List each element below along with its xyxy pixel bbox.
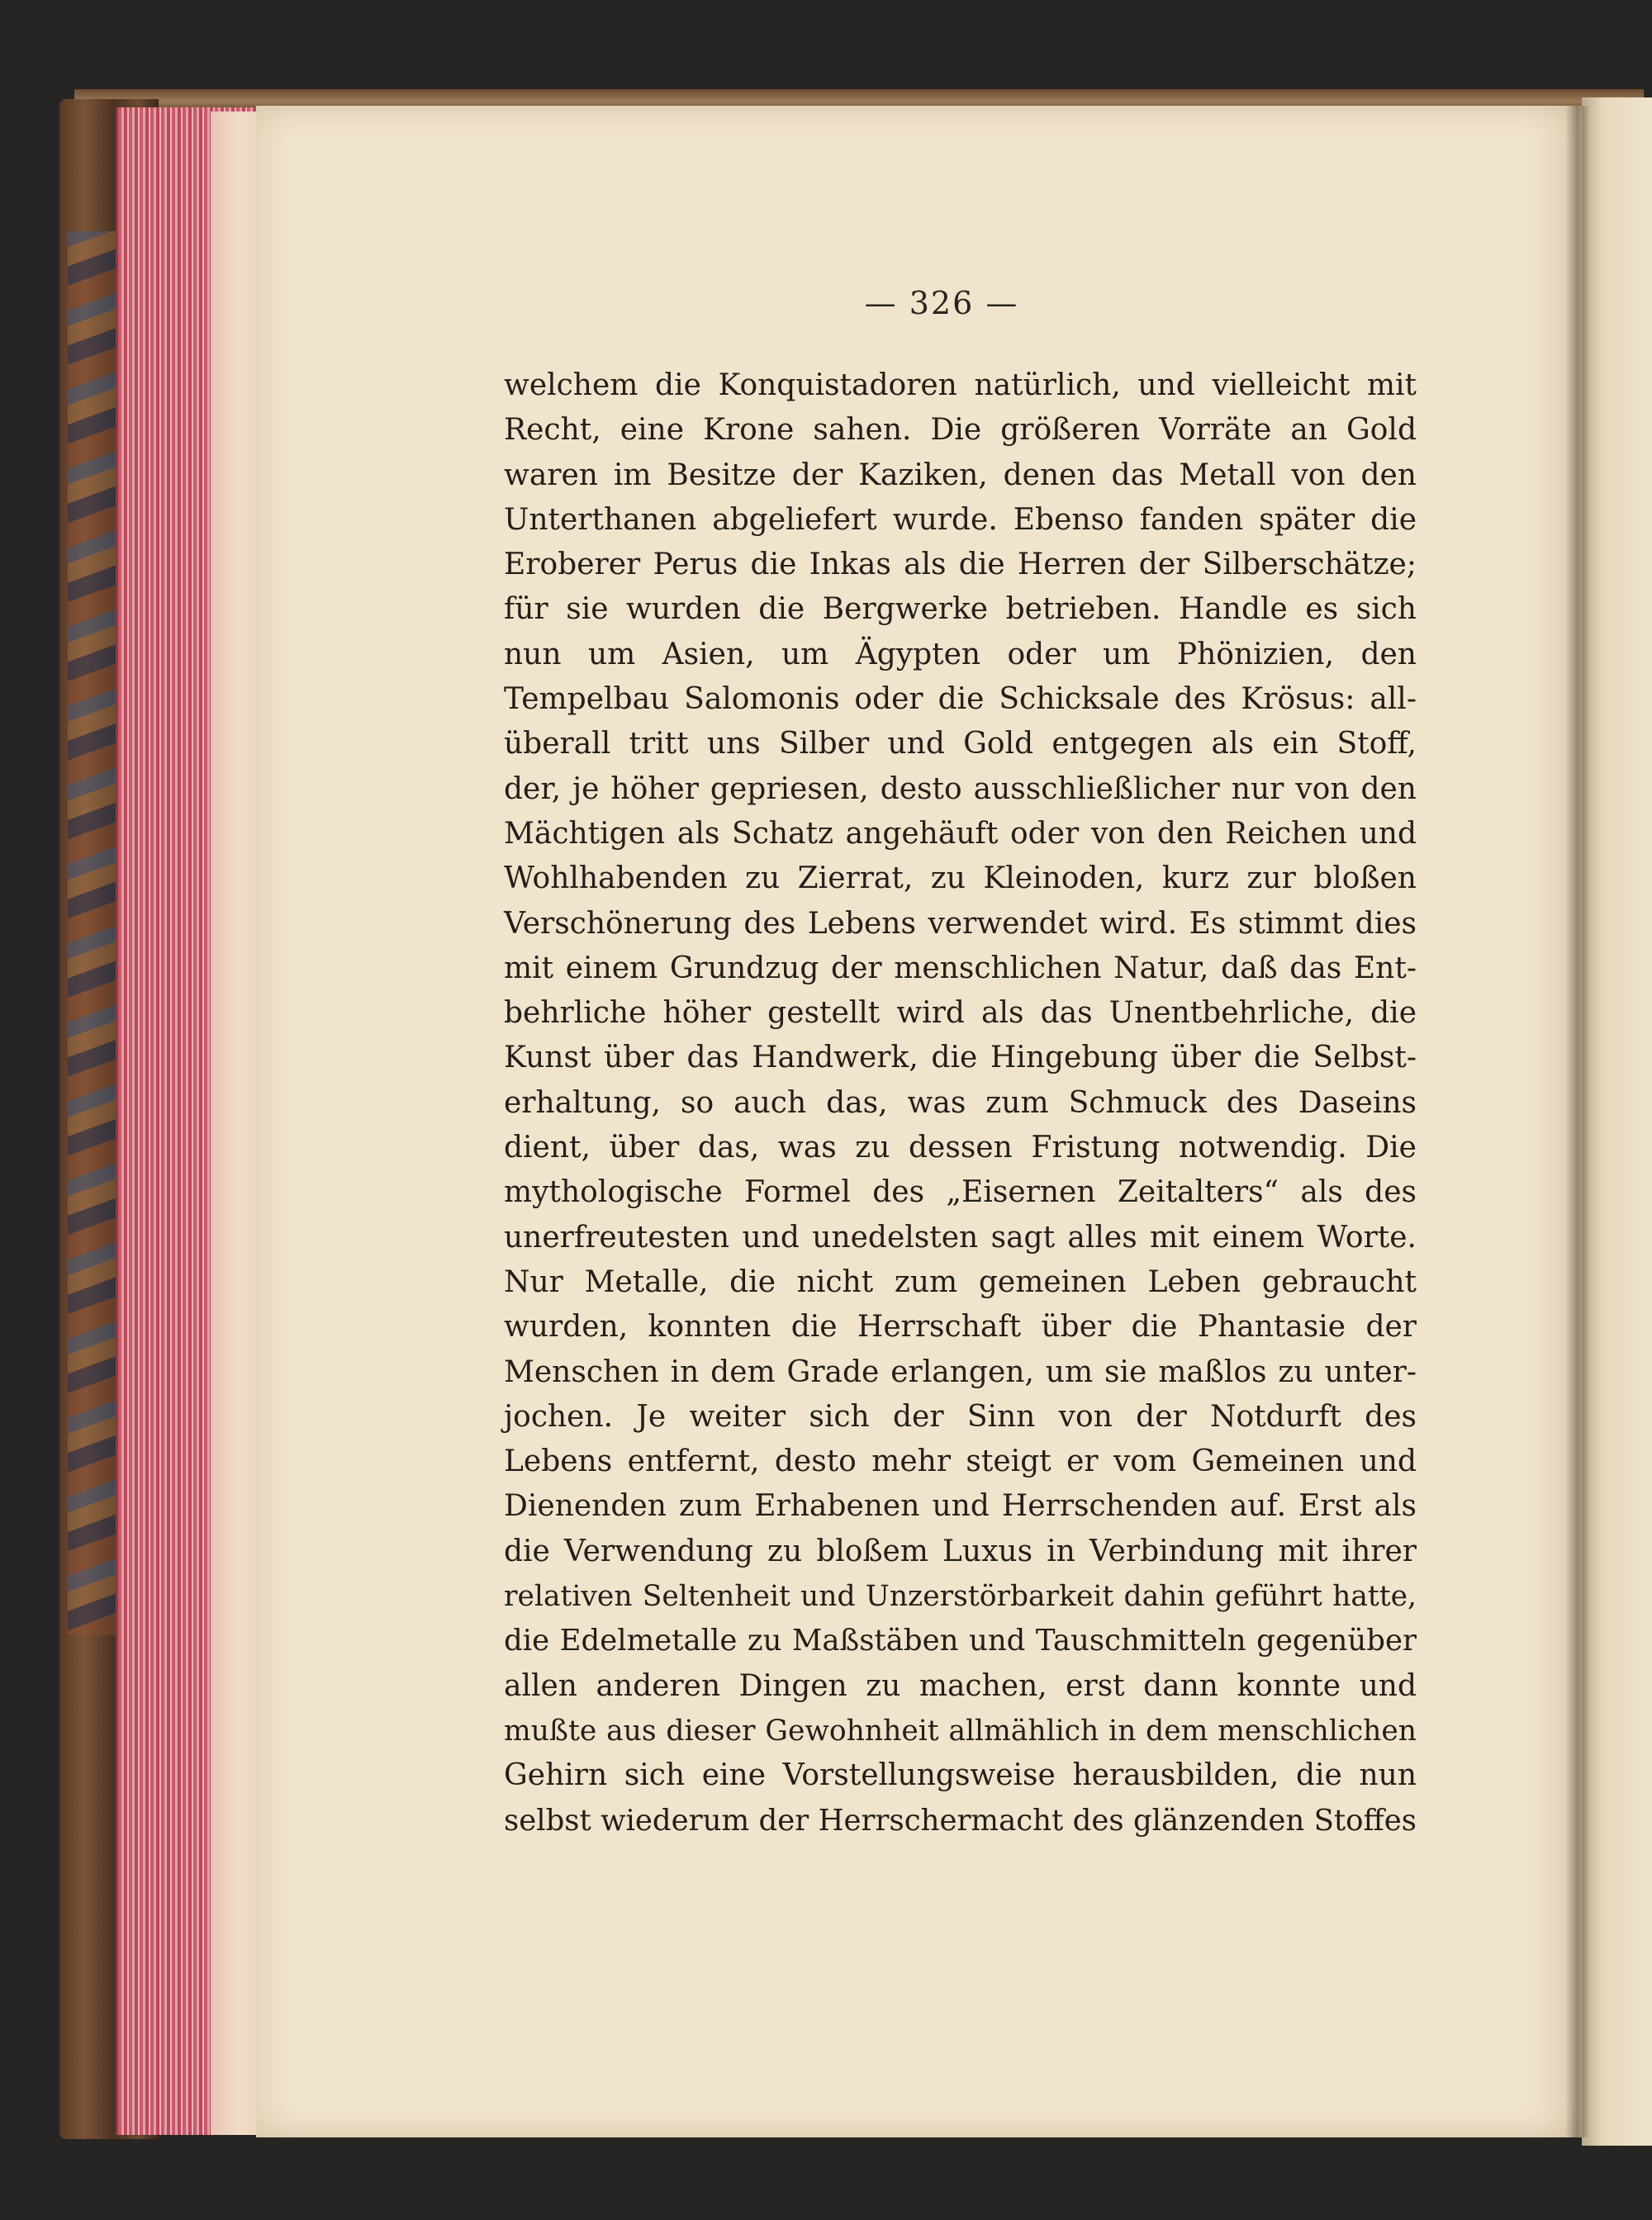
text-line: Verschönerung des Lebens verwendet wird. Es stimmt dies <box>504 906 1417 941</box>
body-text <box>504 363 1417 1843</box>
text-line: Menschen in dem Grade erlangen, um sie maßlos zu unter- <box>504 1354 1417 1389</box>
text-line: Nur Metalle, die nicht zum gemeinen Leben gebraucht <box>504 1264 1417 1299</box>
text-line: Tempelbau Salomonis oder die Schicksale des Krösus: all- <box>504 682 1417 717</box>
text-line: Wohlhabenden zu Zierrat, zu Kleinoden, kurz zur bloßen <box>504 861 1417 896</box>
text-line: erhaltung, so auch das, was zum Schmuck des Daseins <box>504 1085 1417 1120</box>
text-line: mythologische Formel des „Eisernen Zeitalters“ als des <box>504 1175 1417 1210</box>
text-line: mit einem Grundzug der menschlichen Natur, daß das Ent- <box>504 951 1417 985</box>
text-line: Lebens entfernt, desto mehr steigt er vom Gemeinen und <box>504 1444 1417 1479</box>
text-line: die Verwendung zu bloßem Luxus in Verbindung mit ihrer <box>504 1534 1417 1568</box>
text-line: wurden, konnten die Herrschaft über die Phantasie der <box>504 1310 1417 1345</box>
text-line: unerfreutesten und unedelsten sagt alles mit einem Worte. <box>504 1220 1417 1255</box>
text-line: mußte aus dieser Gewohnheit allmählich in dem menschlichen <box>504 1714 1417 1748</box>
text-line: Unterthanen abgeliefert wurde. Ebenso fanden später die <box>504 502 1417 537</box>
text-line: allen anderen Dingen zu machen, erst dann konnte und <box>504 1668 1417 1703</box>
text-line: Eroberer Perus die Inkas als die Herren der Silberschätze; <box>504 548 1417 582</box>
text-line: relativen Seltenheit und Unzerstörbarkeit dahin geführt hatte, <box>504 1580 1417 1614</box>
text-line: welchem die Konquistadoren natürlich, und vielleicht mit <box>504 368 1417 402</box>
text-line: nun um Asien, um Ägypten oder um Phönizien, den <box>504 637 1417 671</box>
facing-page-edge <box>1582 97 1652 2146</box>
text-line: Recht, eine Krone sahen. Die größeren Vorräte an Gold <box>504 413 1417 448</box>
page-gutter-shadow <box>1565 106 1590 2137</box>
text-line: der, je höher gepriesen, desto ausschließlicher nur von den <box>504 771 1417 806</box>
text-line: waren im Besitze der Kaziken, denen das Metall von den <box>504 458 1417 492</box>
text-line: die Edelmetalle zu Maßstäben und Tauschmitteln gegenüber <box>504 1624 1417 1658</box>
text-line: Gehirn sich eine Vorstellungsweise herausbilden, die nun <box>504 1758 1417 1793</box>
text-line: für sie wurden die Bergwerke betrieben. Handle es sich <box>504 592 1417 627</box>
text-line: selbst wiederum der Herrschermacht des glänzenden Stoffes <box>504 1803 1417 1838</box>
text-line: dient, über das, was zu dessen Fristung notwendig. Die <box>504 1131 1417 1165</box>
text-line: überall tritt uns Silber und Gold entgegen als ein Stoff, <box>504 727 1417 761</box>
text-line: Kunst über das Handwerk, die Hingebung über die Selbst- <box>504 1041 1417 1075</box>
text-line: behrliche höher gestellt wird als das Unentbehrliche, die <box>504 996 1417 1031</box>
page-number: — 326 — <box>864 285 1019 321</box>
text-line: Dienenden zum Erhabenen und Herrschenden auf. Erst als <box>504 1489 1417 1524</box>
text-line: jochen. Je weiter sich der Sinn von der Notdurft des <box>504 1399 1417 1434</box>
text-line: Mächtigen als Schatz angehäuft oder von den Reichen und <box>504 816 1417 851</box>
marbled-endpaper <box>68 231 117 1635</box>
